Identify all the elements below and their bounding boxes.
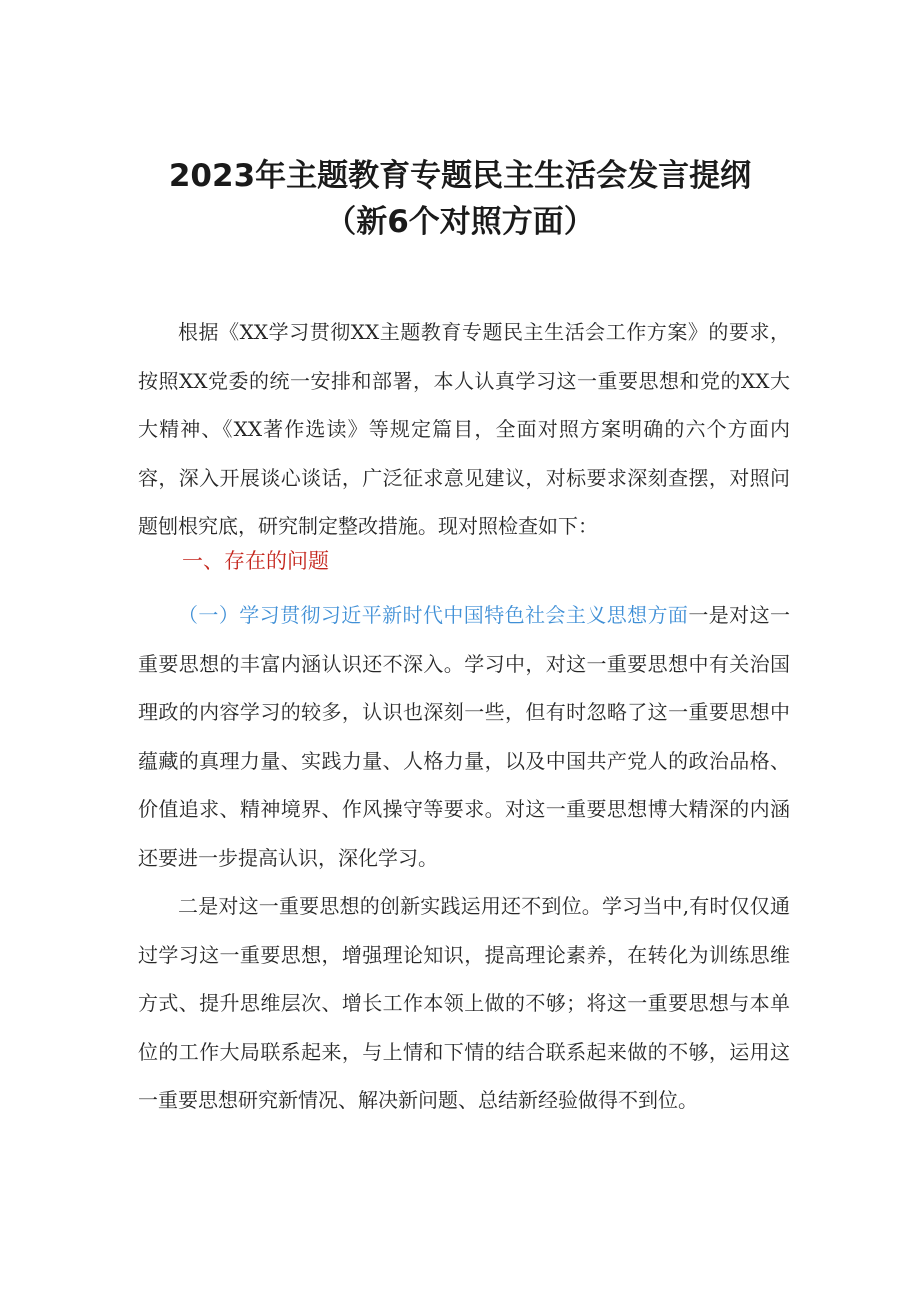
- subsection-paragraph: [138, 591, 790, 882]
- second-point-paragraph: 二是对这一重要思想的创新实践运用还不到位。学习当中,有时仅仅通过学习这一重要思想，增强理论知识，提高理论素养，在转化为训练思维方式、提升思维层次、增长工作本领上做的不够；将这一重要思想与本单位的工作大局联系起来，与上情和下情的结合联系起来做的不够，运用这一重要思想研究新情况、解决新问题、总结新经验做得不到位。: [138, 894, 790, 1112]
- subsection-text: 一是对这一重要思想的丰富内涵认识还不深入。学习中，对这一重要思想中有关治国理政的内容学习的较多，认识也深刻一些，但有时忽略了这一重要思想中蕴藏的真理力量、实践力量、人格力量，以及中国共产党人的政治品格、价值追求、精神境界、作风操守等要求。对这一重要思想博大精深的内涵还要进一步提高认识，深化学习。: [138, 603, 791, 870]
- subsection-heading: （一）学习贯彻习近平新时代中国特色社会主义思想方面: [178, 603, 689, 627]
- intro-paragraph: 根据《XX学习贯彻XX主题教育专题民主生活会工作方案》的要求，按照XX党委的统一安排和部署，本人认真学习这一重要思想和党的XX大大精神、《XX著作选读》等规定篇目，全面对照方案明确的六个方面内容，深入开展谈心谈话，广泛征求意见建议，对标要求深刻查摆，对照问题刨根究底，研究制定整改措施。现对照检查如下：: [138, 320, 790, 538]
- section-heading-problems: 一、存在的问题: [182, 549, 329, 573]
- document-subtitle: （新6个对照方面）: [325, 204, 595, 240]
- document-title: 2023年主题教育专题民主生活会发言提纲: [168, 158, 752, 194]
